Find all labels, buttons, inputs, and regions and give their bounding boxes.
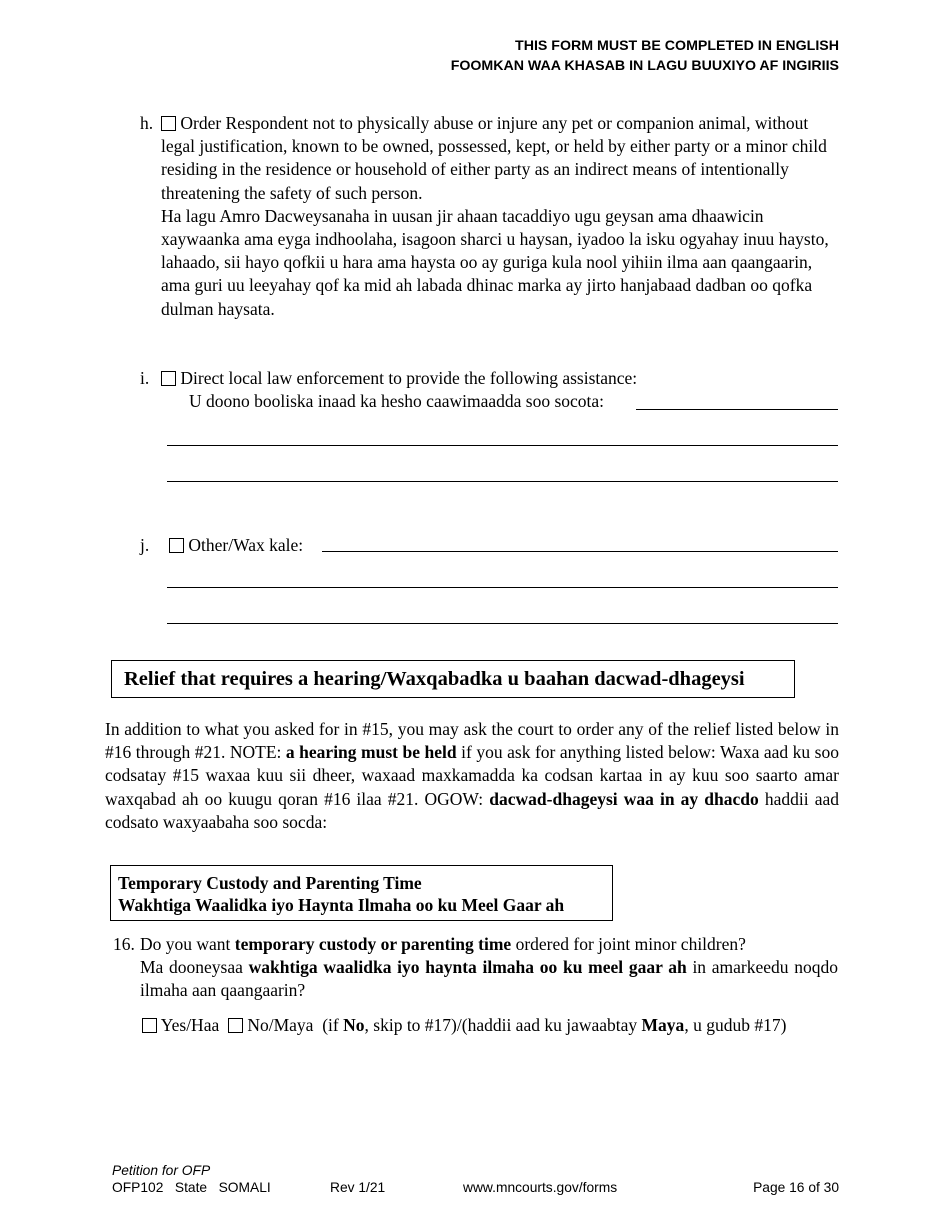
item-i-checkbox[interactable] (161, 371, 176, 386)
section-heading (111, 660, 795, 698)
intro-english-emphasis: a hearing must be held (285, 742, 457, 763)
subsection-heading (110, 865, 613, 921)
item-j-input-line-1[interactable] (322, 551, 838, 552)
q16-en-bold: temporary custody or parenting time (234, 934, 512, 954)
no-checkbox[interactable] (228, 1018, 243, 1033)
item-h-english: Order Respondent not to physically abuse or injure any pet or companion animal, without legal justification, known to be owned, possessed, kept, or held by either party or a minor child residing in the residence or household of either party as an indirect means of intentionally threatening the safety of such person. (161, 113, 827, 203)
language-notice-somali: FOOMKAN WAA KHASAB IN LAGU BUUXIYO AF INGIRIIS (450, 58, 839, 74)
intro-english-end: if you ask for anything listed below: (456, 742, 716, 763)
intro-paragraph (105, 718, 839, 834)
intro-somali-part: Waxa aad ku soo codsatay #15 waxaa kuu sii dheer, waxaad maxkamadda ka codsan kartaa in ay kuu soo saarto amar waxqabad ah oo kuugu qoran #16 ilaa #21. OGOW: (105, 742, 839, 809)
form-language-notice (451, 36, 839, 76)
item-j-checkbox[interactable] (169, 538, 184, 553)
intro-somali-emphasis: dacwad-dhageysi waa in ay dhacdo (489, 788, 759, 809)
subsection-title-somali: Wakhtiga Waalidka iyo Haynta Ilmaha oo ku Meel Gaar ah (118, 895, 565, 915)
footer-url[interactable]: www.mncourts.gov/forms (463, 1180, 618, 1195)
skip-a: (if (322, 1015, 344, 1035)
item-i-letter: i. (140, 368, 150, 388)
question-16-number: 16. (113, 934, 135, 954)
footer-revision: Rev 1/21 (330, 1180, 386, 1195)
item-i-input-line-3[interactable] (167, 481, 838, 482)
item-h-somali: Ha lagu Amro Dacweysanaha in uusan jir ahaan tacaddiyo ugu geysan ama dhaawicin xaywaanka ama eyga indhoolaha, isagoon sharci u haysan, iyadoo la isku ogyahay inuu haysto, lahaado, sii hayo qofkii u hara ama haysta oo ay guriga kula nool yihiin ilma aan qaangaarin, ama guri uu leeyahay qof ka mid ah labada dhinac marka ay jirto hanjabaad dadban oo qofka dulman haysata. (161, 205, 829, 319)
item-i-english: Direct local law enforcement to provide the following assistance: (180, 368, 638, 388)
skip-b: , skip to #17)/(haddii aad ku jawaabtay (364, 1015, 642, 1035)
question-16 (140, 933, 838, 1003)
q16-so-b: in amarkeedu noqdo ilmaha aan qaangaarin? (140, 957, 838, 1001)
footer-page-number: Page 16 of 30 (753, 1180, 839, 1195)
language-notice-english: THIS FORM MUST BE COMPLETED IN ENGLISH (515, 38, 839, 54)
item-j-input-line-3[interactable] (167, 623, 838, 624)
item-h (161, 112, 843, 321)
skip-c: , u gudub #17) (684, 1015, 787, 1035)
no-label: No/Maya (247, 1015, 314, 1035)
intro-english-part: In addition to what you asked for in #15, you may ask the court to order any of the relief listed below in #16 through #21. NOTE: (105, 719, 839, 763)
question-16-answers (142, 1014, 786, 1037)
subsection-title-english: Temporary Custody and Parenting Time (118, 873, 422, 893)
q16-en-b: ordered for joint minor children? (511, 934, 746, 954)
section-title: Relief that requires a hearing/Waxqabadka u baahan dacwad-dhageysi (124, 668, 745, 690)
q16-so-bold: wakhtiga waalidka iyo haynta ilmaha oo ku meel gaar ah (248, 957, 687, 978)
item-j-letter: j. (140, 535, 150, 555)
item-j (169, 534, 303, 557)
item-i-input-line-1[interactable] (636, 409, 838, 410)
skip-no: No (343, 1015, 365, 1035)
intro-somali-end: haddii aad codsato waxyaabaha soo socda: (105, 788, 839, 832)
question-16-english (140, 933, 838, 956)
item-i-somali: U doono booliska inaad ka hesho caawimaadda soo socota: (189, 391, 605, 411)
q16-en-a: Do you want (140, 934, 235, 954)
footer-form-title: Petition for OFP (112, 1163, 211, 1178)
skip-maya: Maya (641, 1015, 685, 1035)
item-h-letter: h. (140, 113, 154, 133)
skip-instruction (322, 1015, 786, 1035)
item-h-checkbox[interactable] (161, 116, 176, 131)
footer-form-code: OFP102 State SOMALI (112, 1180, 271, 1195)
item-j-label: Other/Wax kale: (188, 535, 304, 555)
q16-so-a: Ma dooneysaa (140, 957, 249, 978)
item-j-input-line-2[interactable] (167, 587, 838, 588)
question-16-somali (140, 956, 838, 1002)
yes-label: Yes/Haa (160, 1015, 220, 1035)
item-i (161, 367, 841, 390)
item-i-input-line-2[interactable] (167, 445, 838, 446)
yes-checkbox[interactable] (142, 1018, 157, 1033)
